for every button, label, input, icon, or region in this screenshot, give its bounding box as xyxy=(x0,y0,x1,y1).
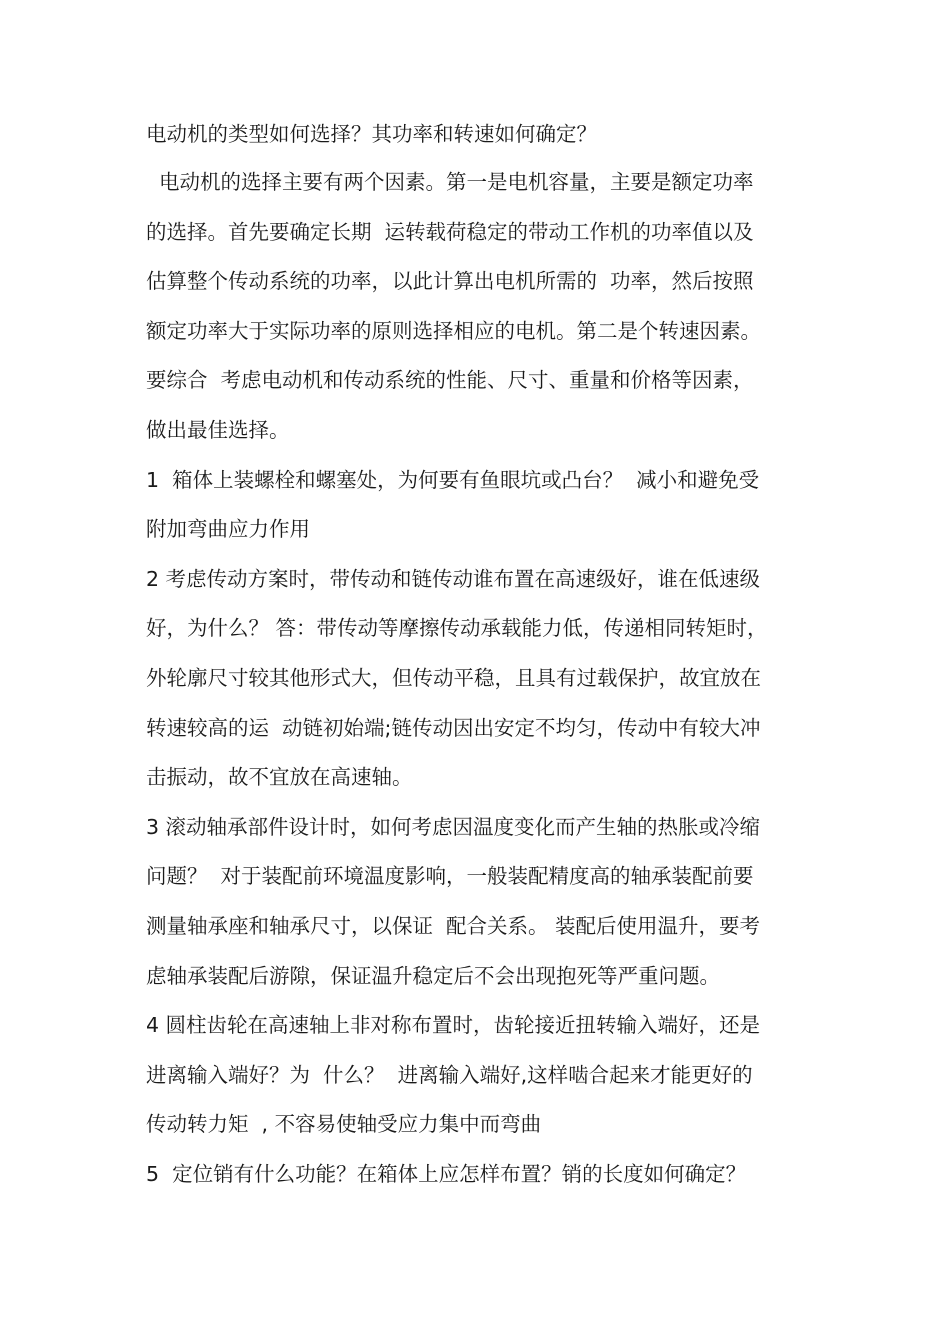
text-line: 估算整个传动系统的功率，以此计算出电机所需的 功率，然后按照 xyxy=(146,269,754,294)
text-line: 附加弯曲应力作用 xyxy=(146,517,310,542)
text-line: 好，为什么？ 答：带传动等摩擦传动承载能力低，传递相同转矩时， xyxy=(146,616,768,641)
text-line: 5 定位销有什么功能？在箱体上应怎样布置？销的长度如何确定？ xyxy=(146,1161,747,1186)
text-line: 的选择。首先要确定长期 运转载荷稳定的带动工作机的功率值以及 xyxy=(146,219,754,244)
text-line: 要综合 考虑电动机和传动系统的性能、尺寸、重量和价格等因素， xyxy=(146,368,754,393)
text-line: 转速较高的运 动链初始端;链传动因出安定不均匀，传动中有较大冲 xyxy=(146,715,761,740)
text-line: 电动机的类型如何选择？其功率和转速如何确定？ xyxy=(146,122,597,146)
text-line: 2 考虑传动方案时，带传动和链传动谁布置在高速级好，谁在低速级 xyxy=(146,566,761,591)
text-line: 做出最佳选择。 xyxy=(146,417,290,442)
text-line: 虑轴承装配后游隙，保证温升稳定后不会出现抱死等严重问题。 xyxy=(146,963,720,988)
text-line: 3 滚动轴承部件设计时，如何考虑因温度变化而产生轴的热胀或冷缩 xyxy=(146,814,761,839)
text-line: 击振动，故不宜放在高速轴。 xyxy=(146,765,413,790)
text-line: 4 圆柱齿轮在高速轴上非对称布置时，齿轮接近扭转输入端好，还是 xyxy=(146,1013,761,1038)
text-line: 外轮廓尺寸较其他形式大，但传动平稳，且具有过载保护，故宜放在 xyxy=(146,665,761,690)
text-line: 进离输入端好？为 什么？ 进离输入端好,这样啮合起来才能更好的 xyxy=(146,1062,753,1087)
text-line: 问题？ 对于装配前环境温度影响，一般装配精度高的轴承装配前要 xyxy=(146,864,754,889)
text-line: 传动转力矩 , 不容易使轴受应力集中而弯曲 xyxy=(146,1112,542,1137)
text-line: 电动机的选择主要有两个因素。第一是电机容量，主要是额定功率 xyxy=(146,170,754,194)
document-body xyxy=(146,116,814,1205)
text-line: 测量轴承座和轴承尺寸，以保证 配合关系。 装配后使用温升，要考 xyxy=(146,913,761,938)
text-line: 1 箱体上装螺栓和螺塞处，为何要有鱼眼坑或凸台？ 减小和避免受 xyxy=(146,467,760,492)
text-line: 额定功率大于实际功率的原则选择相应的电机。第二是个转速因素。 xyxy=(146,318,761,343)
